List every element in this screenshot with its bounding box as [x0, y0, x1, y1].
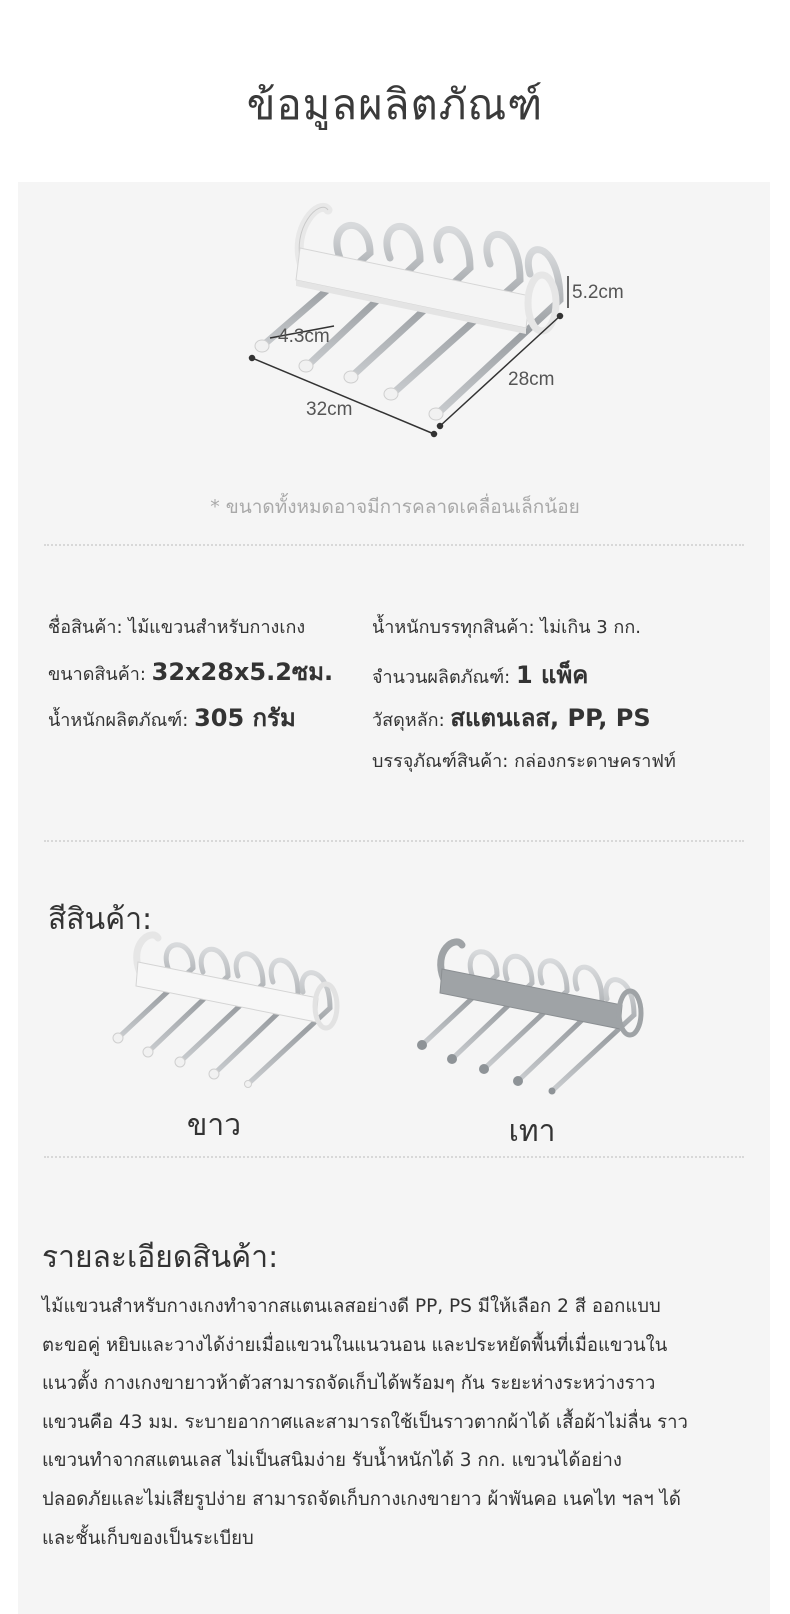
dim-height: 5.2cm: [572, 282, 624, 303]
spec-value: กล่องกระดาษคราฟท์: [514, 751, 676, 772]
spec-label: ขนาดสินค้า:: [48, 664, 146, 685]
colors-heading: สีสินค้า:: [48, 902, 153, 937]
dim-gap: 4.3cm: [278, 326, 330, 347]
spec-label: วัสดุหลัก:: [372, 710, 445, 731]
color-option-gray-label[interactable]: เทา: [508, 1114, 556, 1149]
page-title: ข้อมูลผลิตภัณฑ์: [246, 80, 544, 129]
spec-item: [372, 612, 641, 641]
spec-item: [372, 698, 651, 737]
spec-item: [372, 746, 676, 775]
divider: [44, 544, 744, 546]
spec-value: 305 กรัม: [194, 704, 296, 732]
color-option-white-label[interactable]: ขาว: [186, 1108, 242, 1143]
spec-value: ไม้แขวนสำหรับกางเกง: [128, 617, 306, 638]
hero-hanger-image: [230, 198, 650, 448]
spec-label: บรรจุภัณฑ์สินค้า:: [372, 751, 509, 772]
spec-label: จำนวนผลิตภัณฑ์:: [372, 667, 511, 688]
spec-item: [48, 652, 333, 691]
spec-value: ไม่เกิน 3 กก.: [540, 617, 641, 638]
spec-label: น้ำหนักผลิตภัณฑ์:: [48, 710, 189, 731]
spec-label: น้ำหนักบรรทุกสินค้า:: [372, 617, 535, 638]
spec-label: ชื่อสินค้า:: [48, 617, 123, 638]
spec-item: [372, 655, 588, 694]
dim-depth: 28cm: [508, 369, 555, 390]
details-heading: รายละเอียดสินค้า:: [42, 1240, 279, 1275]
dim-width: 32cm: [306, 399, 353, 420]
color-option-white-image[interactable]: [108, 928, 348, 1088]
spec-value: สแตนเลส, PP, PS: [450, 704, 651, 732]
spec-item: [48, 612, 305, 641]
divider: [44, 840, 744, 842]
details-body: ไม้แขวนสำหรับกางเกงทำจากสแตนเลสอย่างดี PP, PS มีให้เลือก 2 สี ออกแบบ ตะขอคู่ หยิบและวางได้ง่ายเมื่อแขวนในแนวนอน และประหยัดพื้นที่เมื่อแขวนใน แนวตั้ง กางเกงขายาวห้าตัวสามารถจัดเก็บได้พร้อมๆ กัน ระยะห่างระหว่างราว แขวนคือ 43 มม. ระบายอากาศและสามารถใช้เป็นราวตากผ้าได้ เสื้อผ้าไม่ลื่น ราว แขวนทำจากสแตนเลส ไม่เป็นสนิมง่าย รับน้ำหนักได้ 3 กก. แขวนได้อย่าง ปลอดภัยและไม่เสียรูปง่าย สามารถจัดเก็บกางเกงขายาว ผ้าพันคอ เนคไท ฯลฯ ได้ และชั้นเก็บของเป็นระเบียบ: [42, 1296, 688, 1549]
spec-value: 1 แพ็ค: [515, 661, 589, 689]
size-disclaimer: * ขนาดทั้งหมดอาจมีการคลาดเคลื่อนเล็กน้อย: [210, 496, 580, 518]
spec-value: 32x28x5.2ซม.: [151, 658, 334, 686]
divider: [44, 1156, 744, 1158]
spec-item: [48, 698, 296, 737]
color-option-gray-image[interactable]: [412, 935, 652, 1095]
